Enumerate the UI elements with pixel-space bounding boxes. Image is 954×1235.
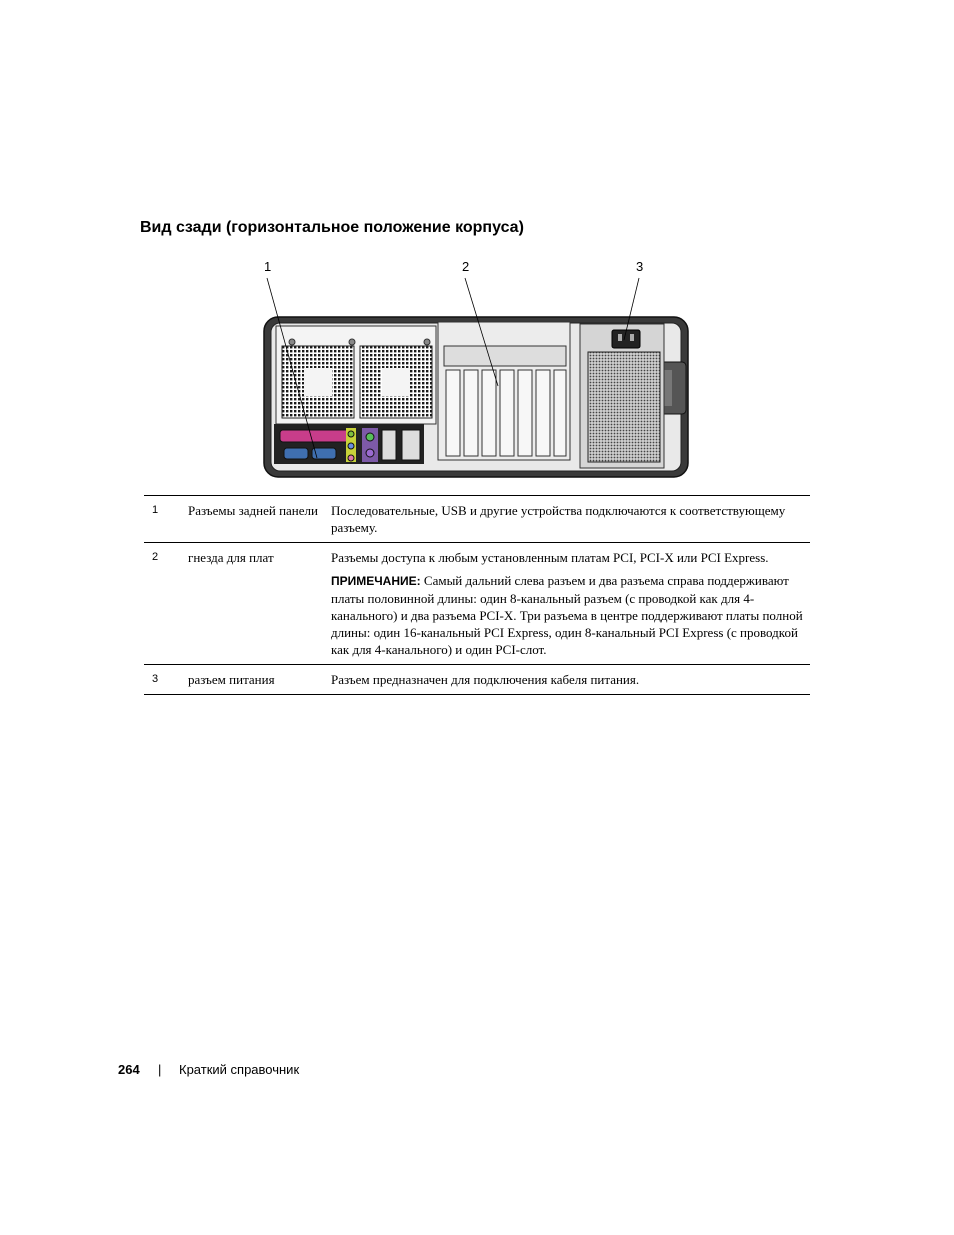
expansion-slots xyxy=(446,370,566,456)
page-number: 264 xyxy=(118,1062,140,1077)
callout-2: 2 xyxy=(462,259,470,274)
legend-number: 2 xyxy=(152,551,159,563)
table-row xyxy=(144,496,810,543)
card-retention-bracket xyxy=(444,346,566,366)
legend-description: Последовательные, USB и другие устройства подключаются к соответствующему разъему. xyxy=(331,503,786,535)
legend-description: Разъем предназначен для подключения кабеля питания. xyxy=(331,672,640,687)
legend-number: 1 xyxy=(152,504,159,516)
table-row xyxy=(144,543,810,665)
legend-description: Разъемы доступа к любым установленным платам PCI, PCI-X или PCI Express. xyxy=(331,550,769,565)
table-row xyxy=(144,665,810,695)
legend-name: разъем питания xyxy=(188,672,275,687)
note-paragraph xyxy=(331,572,806,658)
callout-1: 1 xyxy=(264,259,272,274)
legend-description-cell xyxy=(331,543,810,665)
footer-title: Краткий справочник xyxy=(179,1062,300,1077)
legend-name: гнезда для плат xyxy=(188,550,274,565)
parallel-port xyxy=(280,430,352,442)
note-label: ПРИМЕЧАНИЕ: xyxy=(331,574,421,588)
power-supply-vent xyxy=(588,352,660,462)
usb-ports xyxy=(382,430,396,460)
computer-back-view-illustration xyxy=(262,270,694,484)
legend-table xyxy=(144,495,810,695)
section-heading: Вид сзади (горизонтальное положение корпуса) xyxy=(140,219,524,236)
legend-number: 3 xyxy=(152,673,159,685)
footer-separator: | xyxy=(158,1062,162,1077)
callout-3: 3 xyxy=(636,259,644,274)
serial-port-1 xyxy=(284,448,308,459)
network-port xyxy=(402,430,420,460)
legend-name: Разъемы задней панели xyxy=(188,503,318,518)
note-text: Самый дальний слева разъем и два разъема справа поддерживают платы половинной длины: один 8-канальный разъем (с проводкой как для 4-канального) и два разъема PCI-X. Три разъема в центре поддерживают платы полной длины: один 16-канальный PCI Express, один 8-канальный PCI Express (с проводкой как для 4-канального) и один PCI-слот. xyxy=(331,573,803,657)
